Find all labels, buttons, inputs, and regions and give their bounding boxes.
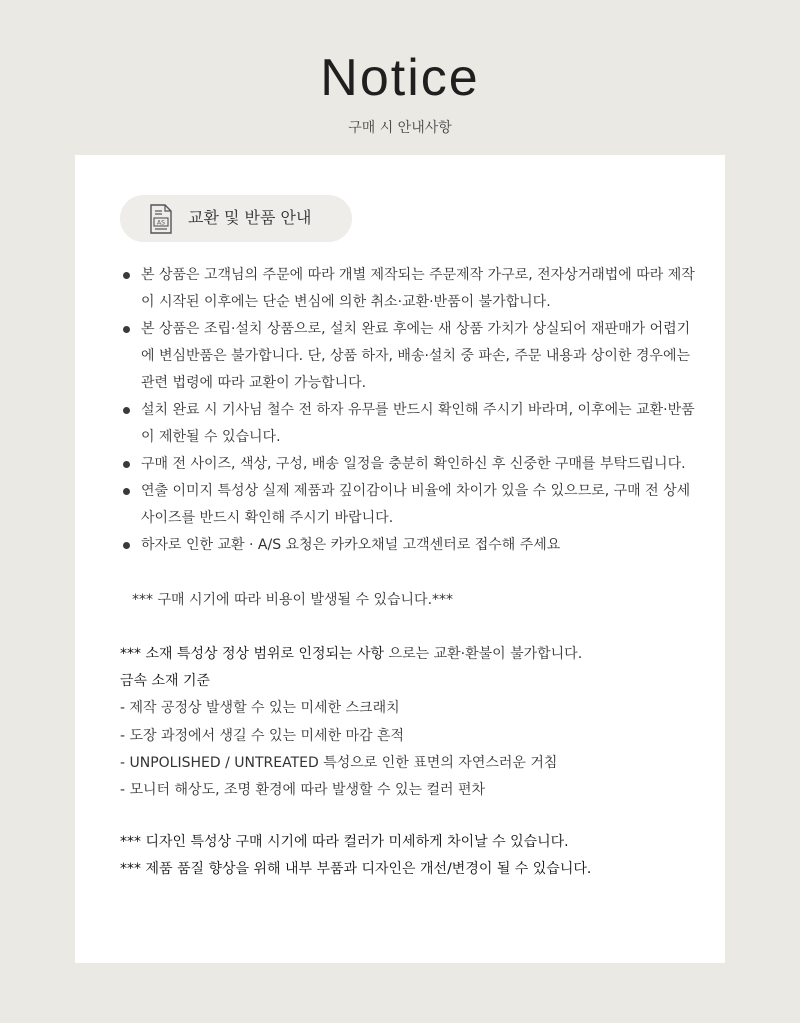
list-item: 본 상품은 조립·설치 상품으로, 설치 완료 후에는 새 상품 가치가 상실되어 재판매가 어렵기에 변심반품은 불가합니다. 단, 상품 하자, 배송·설치 중 파손, 주문 내용과 상이한 경우에는 관련 법령에 따라 교환이 가능합니다.	[120, 316, 700, 397]
list-item: 연출 이미지 특성상 실제 제품과 깊이감이나 비율에 차이가 있을 수 있으므로, 구매 전 상세 사이즈를 반드시 확인해 주시기 바랍니다.	[120, 478, 700, 532]
page-subtitle: 구매 시 안내사항	[348, 120, 452, 136]
section-badge-label: 교환 및 반품 안내	[188, 208, 312, 227]
final-note: *** 제품 품질 향상을 위해 내부 부품과 디자인은 개선/변경이 될 수 있습니다.	[120, 861, 592, 877]
material-intro-rest: 으로는 교환·환불이 불가합니다.	[384, 646, 583, 662]
material-item: - 모니터 해상도, 조명 환경에 따라 발생할 수 있는 컬러 편차	[120, 782, 486, 799]
notice-bullet-list	[120, 262, 700, 559]
list-item: 구매 전 사이즈, 색상, 구성, 배송 일정을 충분히 확인하신 후 신중한 구매를 부탁드립니다.	[120, 451, 700, 478]
material-intro-strong: *** 소재 특성상 정상 범위로 인정되는 사항	[120, 646, 385, 662]
list-item: 하자로 인한 교환 · A/S 요청은 카카오채널 고객센터로 접수해 주세요	[120, 532, 700, 559]
as-document-icon	[148, 203, 174, 235]
material-item: - 제작 공정상 발생할 수 있는 미세한 스크래치	[120, 700, 400, 717]
material-item: - UNPOLISHED / UNTREATED 특성으로 인한 표면의 자연스러운 거침	[120, 754, 558, 771]
page-title: Notice	[320, 49, 480, 107]
section-badge	[120, 195, 352, 242]
list-item: 본 상품은 고객님의 주문에 따라 개별 제작되는 주문제작 가구로, 전자상거래법에 따라 제작이 시작된 이후에는 단순 변심에 의한 취소·교환·반품이 불가합니다.	[120, 262, 700, 316]
material-heading: 금속 소재 기준	[120, 673, 211, 690]
list-item: 설치 완료 시 기사님 철수 전 하자 유무를 반드시 확인해 주시기 바라며, 이후에는 교환·반품이 제한될 수 있습니다.	[120, 397, 700, 451]
svg-text:AS: AS	[157, 219, 165, 227]
material-intro	[120, 641, 710, 668]
final-notes	[120, 829, 710, 883]
final-note: *** 디자인 특성상 구매 시기에 따라 컬러가 미세하게 차이날 수 있습니다.	[120, 834, 569, 850]
notice-card	[75, 155, 725, 963]
material-section	[120, 641, 710, 804]
material-item: - 도장 과정에서 생길 수 있는 미세한 마감 흔적	[120, 727, 405, 744]
fee-note: *** 구매 시기에 따라 비용이 발생될 수 있습니다.***	[132, 592, 454, 608]
